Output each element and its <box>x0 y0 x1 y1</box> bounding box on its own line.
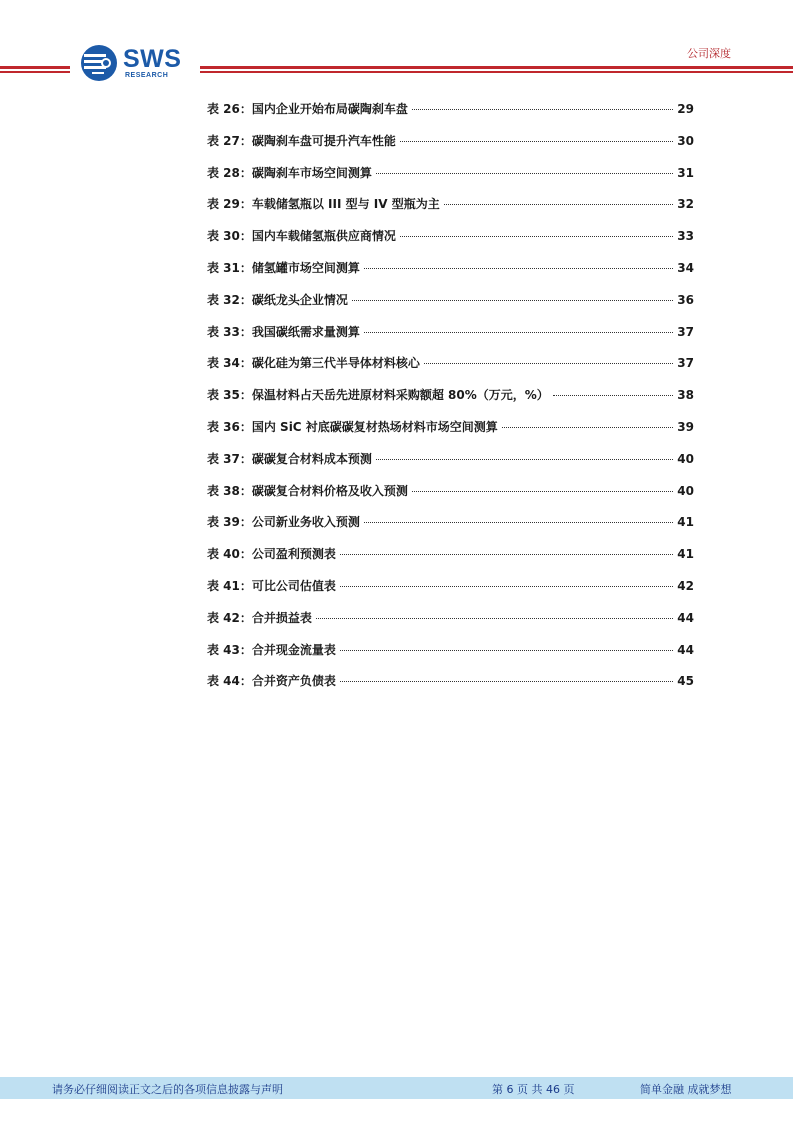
toc-leader-dots <box>364 268 673 269</box>
toc-entry[interactable] <box>207 259 694 291</box>
logo-text: SWS <box>123 45 182 73</box>
toc-entry-label[interactable]: 表 34：碳化硅为第三代半导体材料核心 <box>207 356 420 371</box>
toc-entry-label[interactable]: 表 28：碳陶刹车市场空间测算 <box>207 165 372 180</box>
toc-entry-label[interactable]: 表 42：合并损益表 <box>207 610 312 625</box>
toc-entry-label[interactable]: 表 38：碳碳复合材料价格及收入预测 <box>207 483 408 498</box>
table-of-contents <box>207 100 694 704</box>
toc-leader-dots <box>340 650 673 651</box>
toc-leader-dots <box>376 173 673 174</box>
toc-entry[interactable] <box>207 100 694 132</box>
toc-entry[interactable] <box>207 386 694 418</box>
toc-entry[interactable] <box>207 164 694 196</box>
toc-leader-dots <box>400 141 673 142</box>
toc-leader-dots <box>444 204 674 205</box>
toc-entry-page[interactable]: 31 <box>677 165 694 180</box>
logo-subtext: RESEARCH <box>125 72 169 79</box>
toc-entry-page[interactable]: 36 <box>677 292 694 307</box>
toc-entry-page[interactable]: 41 <box>677 515 694 530</box>
toc-entry-page[interactable]: 45 <box>677 674 694 689</box>
footer-disclaimer: 请务必仔细阅读正文之后的各项信息披露与声明 <box>52 1083 283 1096</box>
toc-entry-page[interactable]: 44 <box>677 642 694 657</box>
toc-entry-label[interactable]: 表 43：合并现金流量表 <box>207 642 336 657</box>
toc-entry-label[interactable]: 表 39：公司新业务收入预测 <box>207 515 360 530</box>
toc-entry-page[interactable]: 40 <box>677 483 694 498</box>
toc-leader-dots <box>412 491 673 492</box>
toc-leader-dots <box>553 395 673 396</box>
toc-entry-label[interactable]: 表 37：碳碳复合材料成本预测 <box>207 451 372 466</box>
toc-entry-label[interactable]: 表 27：碳陶刹车盘可提升汽车性能 <box>207 133 396 148</box>
header-rule <box>0 66 70 69</box>
document-type: 公司深度 <box>687 47 731 60</box>
toc-leader-dots <box>376 459 673 460</box>
toc-entry-page[interactable]: 40 <box>677 451 694 466</box>
toc-entry-label[interactable]: 表 44：合并资产负债表 <box>207 674 336 689</box>
toc-entry-label[interactable]: 表 29：车载储氢瓶以 III 型与 IV 型瓶为主 <box>207 197 440 212</box>
toc-entry-label[interactable]: 表 30：国内车载储氢瓶供应商情况 <box>207 229 396 244</box>
toc-entry-page[interactable]: 39 <box>677 419 694 434</box>
toc-entry[interactable] <box>207 513 694 545</box>
page-footer <box>0 1077 793 1099</box>
toc-entry[interactable] <box>207 354 694 386</box>
footer-page-info: 第 6 页 共 46 页 <box>492 1083 575 1096</box>
toc-entry-page[interactable]: 37 <box>677 324 694 339</box>
toc-entry[interactable] <box>207 418 694 450</box>
toc-entry[interactable] <box>207 323 694 355</box>
toc-leader-dots <box>364 522 673 523</box>
toc-entry[interactable] <box>207 482 694 514</box>
toc-entry[interactable] <box>207 609 694 641</box>
toc-entry[interactable] <box>207 545 694 577</box>
toc-entry[interactable] <box>207 291 694 323</box>
toc-entry-label[interactable]: 表 26：国内企业开始布局碳陶刹车盘 <box>207 102 408 116</box>
toc-entry[interactable] <box>207 672 694 704</box>
page-header <box>0 0 793 90</box>
toc-entry-page[interactable]: 29 <box>677 102 694 116</box>
toc-entry-page[interactable]: 44 <box>677 610 694 625</box>
footer-slogan: 简单金融 成就梦想 <box>640 1083 732 1096</box>
toc-entry[interactable] <box>207 577 694 609</box>
toc-leader-dots <box>400 236 673 237</box>
toc-entry-label[interactable]: 表 36：国内 SiC 衬底碳碳复材热场材料市场空间测算 <box>207 419 498 434</box>
toc-leader-dots <box>412 109 673 110</box>
toc-entry-page[interactable]: 42 <box>677 578 694 593</box>
toc-leader-dots <box>340 554 673 555</box>
toc-entry[interactable] <box>207 641 694 673</box>
toc-entry-label[interactable]: 表 33：我国碳纸需求量测算 <box>207 324 360 339</box>
toc-leader-dots <box>316 618 673 619</box>
toc-entry[interactable] <box>207 195 694 227</box>
toc-entry-label[interactable]: 表 40：公司盈利预测表 <box>207 547 336 562</box>
toc-entry-label[interactable]: 表 31：储氢罐市场空间测算 <box>207 260 360 275</box>
toc-entry-label[interactable]: 表 41：可比公司估值表 <box>207 578 336 593</box>
toc-entry-page[interactable]: 32 <box>677 197 694 212</box>
header-rule <box>200 71 793 73</box>
toc-leader-dots <box>424 363 673 364</box>
toc-entry[interactable] <box>207 227 694 259</box>
toc-leader-dots <box>340 586 673 587</box>
toc-leader-dots <box>502 427 674 428</box>
toc-entry-label[interactable]: 表 32：碳纸龙头企业情况 <box>207 292 348 307</box>
header-rule <box>200 66 793 69</box>
toc-leader-dots <box>340 681 673 682</box>
toc-entry-page[interactable]: 34 <box>677 260 694 275</box>
toc-leader-dots <box>364 332 673 333</box>
sws-logo <box>80 44 190 84</box>
toc-entry-page[interactable]: 41 <box>677 547 694 562</box>
toc-entry-page[interactable]: 30 <box>677 133 694 148</box>
toc-entry-page[interactable]: 37 <box>677 356 694 371</box>
toc-entry[interactable] <box>207 450 694 482</box>
toc-entry-page[interactable]: 38 <box>677 388 694 403</box>
toc-entry-page[interactable]: 33 <box>677 229 694 244</box>
toc-leader-dots <box>352 300 673 301</box>
sws-logo-icon <box>80 44 118 82</box>
header-rule <box>0 71 70 73</box>
toc-entry[interactable] <box>207 132 694 164</box>
toc-entry-label[interactable]: 表 35：保温材料占天岳先进原材料采购额超 80%（万元，%） <box>207 388 549 403</box>
